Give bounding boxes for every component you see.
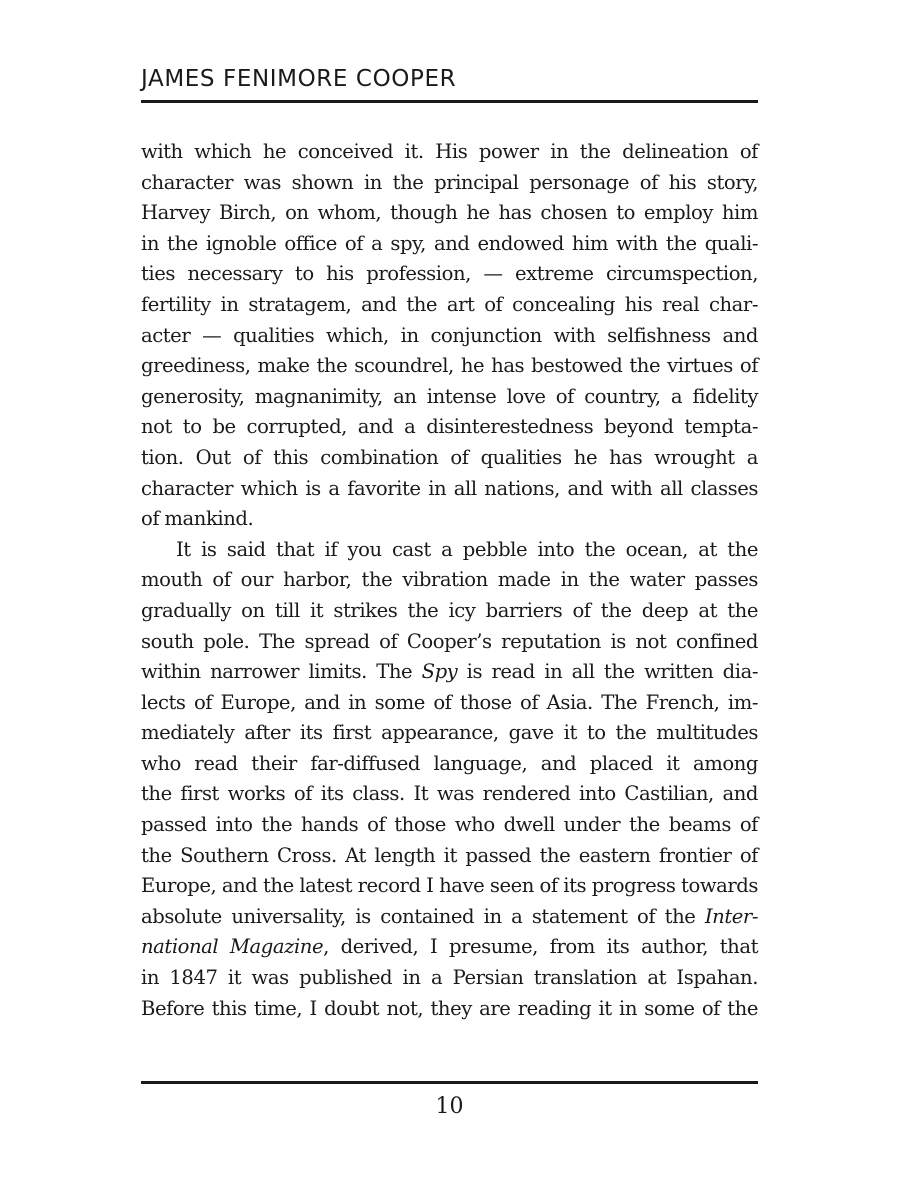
page-number: 10 [435,1094,464,1119]
italic-title-magazine: Inter- [704,904,758,928]
text-line: generosity, magnanimity, an intense love of country, a fidelity [141,384,758,408]
text-line: gradually on till it strikes the icy barriers of the deep at the [141,598,758,622]
text-line: tion. Out of this combination of qualities he has wrought a [141,445,758,469]
text-line: acter — qualities which, in conjunction with selfishness and [141,323,758,347]
text-line: greediness, make the scoundrel, he has bestowed the virtues of [141,354,758,378]
text-line: passed into the hands of those who dwell under the beams of [141,813,758,837]
text-line: It is said that if you cast a pebble into the ocean, at the [176,537,758,561]
text-line: the Southern Cross. At length it passed the eastern frontier of [141,843,758,867]
running-head-title: JAMES FENIMORE COOPER [141,66,457,92]
text-line: Harvey Birch, on whom, though he has chosen to employ him [141,201,758,225]
text-line: in the ignoble office of a spy, and endowed him with the quali- [141,231,758,255]
body-text [141,137,758,1024]
header-rule [141,100,758,103]
text-segment: is read in all the written dia- [457,660,758,684]
text-line: mouth of our harbor, the vibration made in the water passes [141,568,758,592]
text-segment: absolute universality, is contained in a statement of the [141,904,705,928]
text-line: Europe, and the latest record I have seen of its progress towards [141,874,758,898]
text-line: lects of Europe, and in some of those of Asia. The French, im- [141,690,758,714]
text-line: the first works of its class. It was rendered into Castilian, and [141,782,758,806]
text-line: character which is a favorite in all nations, and with all classes [141,476,758,500]
text-line: who read their far-diffused language, and placed it among [141,751,758,775]
text-segment: , derived, I presume, from its author, that [323,935,758,959]
text-line [141,657,758,688]
text-line: Before this time, I doubt not, they are reading it in some of the [141,996,758,1020]
text-line: of mankind. [141,507,254,531]
text-line: character was shown in the principal personage of his story, [141,170,758,194]
text-line [141,932,758,963]
text-line: in 1847 it was published in a Persian translation at Ispahan. [141,966,758,990]
text-segment: within narrower limits. The [141,660,422,684]
text-line: ties necessary to his profession, — extreme circumspection, [141,262,758,286]
text-line [141,902,758,933]
italic-title-spy: Spy [421,660,458,684]
text-line: not to be corrupted, and a disinterestedness beyond tempta- [141,415,758,439]
text-line: fertility in stratagem, and the art of concealing his real char- [141,292,758,316]
italic-title-magazine: national Magazine [141,935,324,959]
text-line: mediately after its first appearance, gave it to the multitudes [141,721,758,745]
footer-rule [141,1081,758,1084]
text-line: south pole. The spread of Cooper’s reputation is not confined [141,629,758,653]
text-line: with which he conceived it. His power in the delineation of [141,140,758,163]
